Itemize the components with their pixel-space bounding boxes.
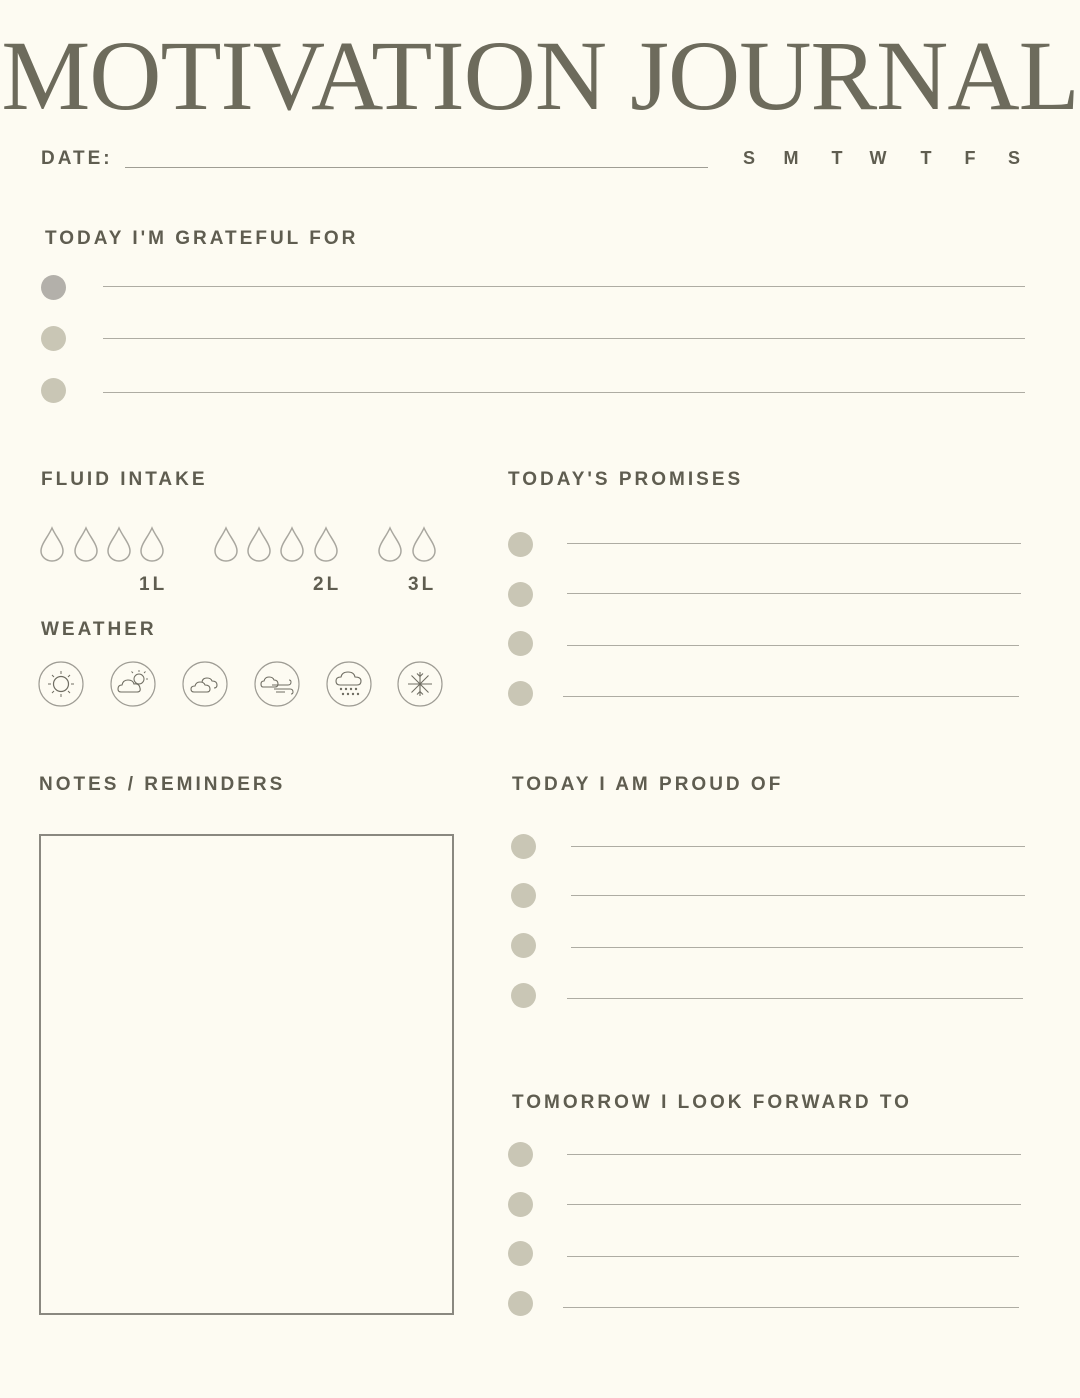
rain-icon[interactable] bbox=[326, 661, 372, 707]
promise-bullet[interactable] bbox=[508, 631, 533, 656]
water-drop-icon[interactable] bbox=[279, 526, 305, 562]
promise-line[interactable] bbox=[567, 645, 1019, 646]
fluid-heading: FLUID INTAKE bbox=[41, 469, 208, 490]
tomorrow-line[interactable] bbox=[567, 1204, 1021, 1205]
grateful-bullet[interactable] bbox=[41, 275, 66, 300]
proud-bullet[interactable] bbox=[511, 933, 536, 958]
proud-heading: TODAY I AM PROUD OF bbox=[512, 774, 784, 795]
weather-heading: WEATHER bbox=[41, 619, 157, 640]
notes-box[interactable] bbox=[39, 834, 454, 1315]
proud-line[interactable] bbox=[567, 998, 1023, 999]
proud-bullet[interactable] bbox=[511, 983, 536, 1008]
water-drop-icon[interactable] bbox=[377, 526, 403, 562]
proud-line[interactable] bbox=[571, 895, 1025, 896]
date-label: DATE: bbox=[41, 148, 113, 169]
notes-heading: NOTES / REMINDERS bbox=[39, 774, 286, 795]
day-sunday[interactable]: S bbox=[742, 148, 755, 168]
promise-bullet[interactable] bbox=[508, 532, 533, 557]
date-field[interactable] bbox=[125, 167, 708, 168]
day-tuesday[interactable]: T bbox=[831, 148, 843, 168]
tomorrow-line[interactable] bbox=[567, 1154, 1021, 1155]
tomorrow-bullet[interactable] bbox=[508, 1192, 533, 1217]
page-title: MOTIVATION JOURNAL bbox=[1, 20, 1079, 131]
promise-line[interactable] bbox=[567, 543, 1021, 544]
water-drop-icon[interactable] bbox=[139, 526, 165, 562]
day-thursday[interactable]: T bbox=[920, 148, 932, 168]
partly-sunny-icon[interactable] bbox=[110, 661, 156, 707]
grateful-line[interactable] bbox=[103, 338, 1025, 339]
water-drop-icon[interactable] bbox=[246, 526, 272, 562]
promise-bullet[interactable] bbox=[508, 582, 533, 607]
day-friday[interactable]: F bbox=[964, 148, 976, 168]
water-drop-icon[interactable] bbox=[411, 526, 437, 562]
proud-bullet[interactable] bbox=[511, 883, 536, 908]
tomorrow-bullet[interactable] bbox=[508, 1291, 533, 1316]
proud-line[interactable] bbox=[571, 947, 1023, 948]
water-drop-icon[interactable] bbox=[213, 526, 239, 562]
windy-icon[interactable] bbox=[254, 661, 300, 707]
tomorrow-line[interactable] bbox=[567, 1256, 1019, 1257]
proud-line[interactable] bbox=[571, 846, 1025, 847]
fluid-marker-1l: 1L bbox=[139, 574, 168, 595]
day-wednesday[interactable]: W bbox=[869, 148, 887, 168]
water-drop-icon[interactable] bbox=[73, 526, 99, 562]
day-monday[interactable]: M bbox=[783, 148, 799, 168]
promise-bullet[interactable] bbox=[508, 681, 533, 706]
water-drop-icon[interactable] bbox=[39, 526, 65, 562]
tomorrow-heading: TOMORROW I LOOK FORWARD TO bbox=[512, 1092, 912, 1113]
water-drop-icon[interactable] bbox=[106, 526, 132, 562]
snow-icon[interactable] bbox=[397, 661, 443, 707]
water-drop-icon[interactable] bbox=[313, 526, 339, 562]
fluid-marker-2l: 2L bbox=[313, 574, 342, 595]
sun-icon[interactable] bbox=[38, 661, 84, 707]
grateful-line[interactable] bbox=[103, 286, 1025, 287]
cloudy-icon[interactable] bbox=[182, 661, 228, 707]
tomorrow-bullet[interactable] bbox=[508, 1241, 533, 1266]
grateful-heading: TODAY I'M GRATEFUL FOR bbox=[45, 228, 359, 249]
promises-heading: TODAY'S PROMISES bbox=[508, 469, 744, 490]
promise-line[interactable] bbox=[563, 696, 1019, 697]
proud-bullet[interactable] bbox=[511, 834, 536, 859]
grateful-line[interactable] bbox=[103, 392, 1025, 393]
tomorrow-line[interactable] bbox=[563, 1307, 1019, 1308]
grateful-bullet[interactable] bbox=[41, 378, 66, 403]
promise-line[interactable] bbox=[567, 593, 1021, 594]
tomorrow-bullet[interactable] bbox=[508, 1142, 533, 1167]
grateful-bullet[interactable] bbox=[41, 326, 66, 351]
day-saturday[interactable]: S bbox=[1007, 148, 1020, 168]
fluid-marker-3l: 3L bbox=[408, 574, 437, 595]
